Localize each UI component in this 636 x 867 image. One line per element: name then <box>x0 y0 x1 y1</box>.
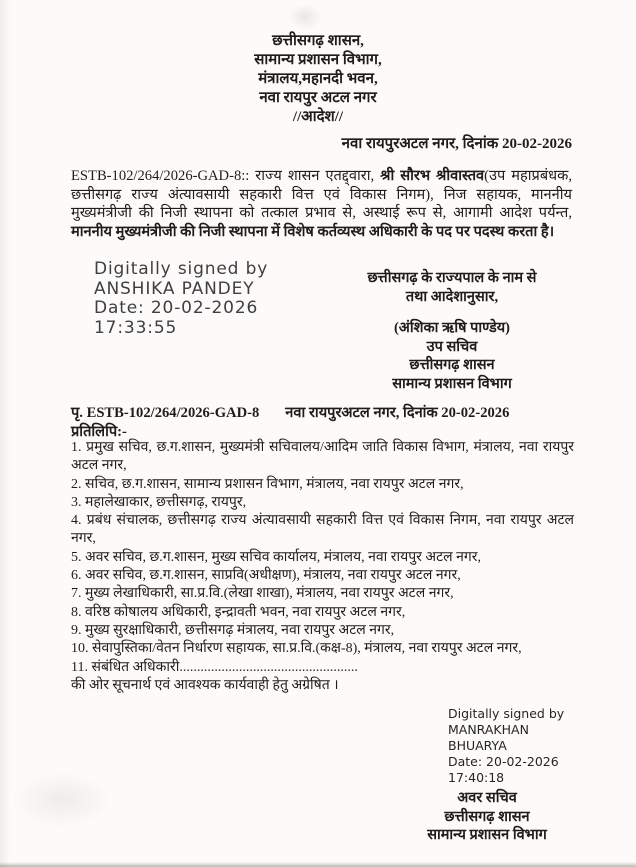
scan-bottom-edge <box>0 862 636 867</box>
signatory-org: सामान्य प्रशासन विभाग <box>392 375 512 392</box>
copy-to-label: प्रतिलिपि:- <box>71 424 127 440</box>
place-date-line: नवा रायपुरअटल नगर, दिनांक 20-02-2026 <box>341 136 572 152</box>
list-item: 10. सेवापुस्तिका/वेतन निर्धारण सहायक, सा.प्र.वि.(कक्ष-8), मंत्रालय, नवा रायपुर अटल नगर, <box>71 641 522 657</box>
order-heading: //आदेश// <box>292 109 344 125</box>
signature-name: MANRAKHAN BHUARYA <box>448 722 529 753</box>
digital-signature-anshika <box>94 260 268 338</box>
letterhead <box>0 32 636 127</box>
letterhead-line: सामान्य प्रशासन विभाग, <box>254 52 382 68</box>
list-item: 6. अवर सचिव, छ.ग.शासन, साप्रवि(अधीक्षण), मंत्रालय, नवा रायपुर अटल नगर, <box>71 568 461 584</box>
copy-to-list <box>71 439 574 695</box>
order-paragraph <box>71 167 572 242</box>
scan-smudge <box>288 4 322 30</box>
scan-smudge <box>12 772 112 828</box>
signatory-title: अवर सचिव <box>457 790 517 806</box>
list-item: 2. सचिव, छ.ग.शासन, सामान्य प्रशासन विभाग, मंत्रालय, नवा रायपुर अटल नगर, <box>71 476 464 492</box>
digital-signature-manrakhan <box>402 706 572 845</box>
signature-date: Date: 20-02-2026 <box>448 754 559 769</box>
letterhead-line: मंत्रालय,महानदी भवन, <box>258 71 378 87</box>
letterhead-line: छत्तीसगढ़ शासन, <box>272 33 364 49</box>
signatory-org: छत्तीसगढ़ शासन <box>409 357 495 374</box>
letterhead-line: नवा रायपुर अटल नगर <box>259 90 377 106</box>
list-item: 3. महालेखाकार, छत्तीसगढ़, रायपुर, <box>71 494 247 510</box>
order-middle: (उप महाप्रबंधक, छत्तीसगढ़ राज्य अंत्यावसायी सहकारी वित्त एवं विकास निगम), निज सहायक, माननीय मुख्यमंत्रीजी की निजी स्थापना को तत्काल प्रभाव से, अस्थाई रूप से, आगामी आदेश पर्यन्त, <box>71 168 572 222</box>
endorsement-line <box>71 402 574 422</box>
undersecretary-block <box>402 789 572 845</box>
list-item: 5. अवर सचिव, छ.ग.शासन, मुख्य सचिव कार्यालय, मंत्रालय, नवा रायपुर अटल नगर, <box>71 549 482 565</box>
signatory-title: उप सचिव <box>426 338 478 355</box>
signatory-org: सामान्य प्रशासन विभाग <box>427 827 547 843</box>
on-behalf-line: छत्तीसगढ़ के राज्यपाल के नाम से <box>367 270 537 286</box>
spacer <box>347 306 557 319</box>
list-item: 4. प्रबंध संचालक, छत्तीसगढ़ राज्य अंत्यावसायी सहकारी वित्त एवं विकास निगम, नवा रायपुर अटल नगर, <box>71 513 574 547</box>
officer-name: श्री सौरभ श्रीवास्तव <box>380 168 485 184</box>
signature-time: 17:40:18 <box>448 770 505 785</box>
list-item: 9. मुख्य सुरक्षाधिकारी, छत्तीसगढ़ मंत्रालय, नवा रायपुर अटल नगर, <box>71 622 395 638</box>
endorsement-place-date: नवा रायपुरअटल नगर, दिनांक 20-02-2026 <box>285 405 510 421</box>
signatory-org: छत्तीसगढ़ शासन <box>444 808 530 825</box>
signature-name: ANSHIKA PANDEY <box>94 278 255 299</box>
signature-date: Date: 20-02-2026 <box>94 298 259 318</box>
list-item: 7. मुख्य लेखाधिकारी, सा.प्र.वि.(लेखा शाखा), मंत्रालय, नवा रायपुर अटल नगर, <box>71 586 454 602</box>
digital-signature-text <box>402 706 572 786</box>
signature-time: 17:33:55 <box>94 317 178 338</box>
scan-edge-shadow <box>0 0 10 867</box>
signature-line: Digitally signed by <box>94 259 269 279</box>
order-tail: माननीय मुख्यमंत्रीजी की निजी स्थापना में विशेष कर्तव्यस्थ अधिकारी के पद पर पदस्थ करता है। <box>71 224 555 241</box>
list-item: 11. संबंधित अधिकारी................................................... <box>71 659 358 675</box>
signatory-name: (अंशिका ऋषि पाण्डेय) <box>393 320 511 337</box>
signature-line: Digitally signed by <box>448 706 565 721</box>
endorsement-ref: पृ. ESTB-102/264/2026-GAD-8 <box>71 405 260 421</box>
list-item: 8. वरिष्ठ कोषालय अधिकारी, इन्द्रावती भवन, नवा रायपुर अटल नगर, <box>71 604 406 620</box>
forwarding-line: की ओर सूचनार्थ एवं आवश्यक कार्यवाही हेतु अग्रेषित । <box>71 677 339 693</box>
on-behalf-line: तथा आदेशानुसार, <box>405 288 499 305</box>
authority-block <box>347 269 557 394</box>
list-item: 1. प्रमुख सचिव, छ.ग.शासन, मुख्यमंत्री सचिवालय/आदिम जाति विकास विभाग, मंत्रालय, नवा रायपुर अटल नगर, <box>71 440 574 474</box>
order-ref-intro: ESTB-102/264/2026-GAD-8:: राज्य शासन एतद्द्वारा, <box>71 168 381 184</box>
